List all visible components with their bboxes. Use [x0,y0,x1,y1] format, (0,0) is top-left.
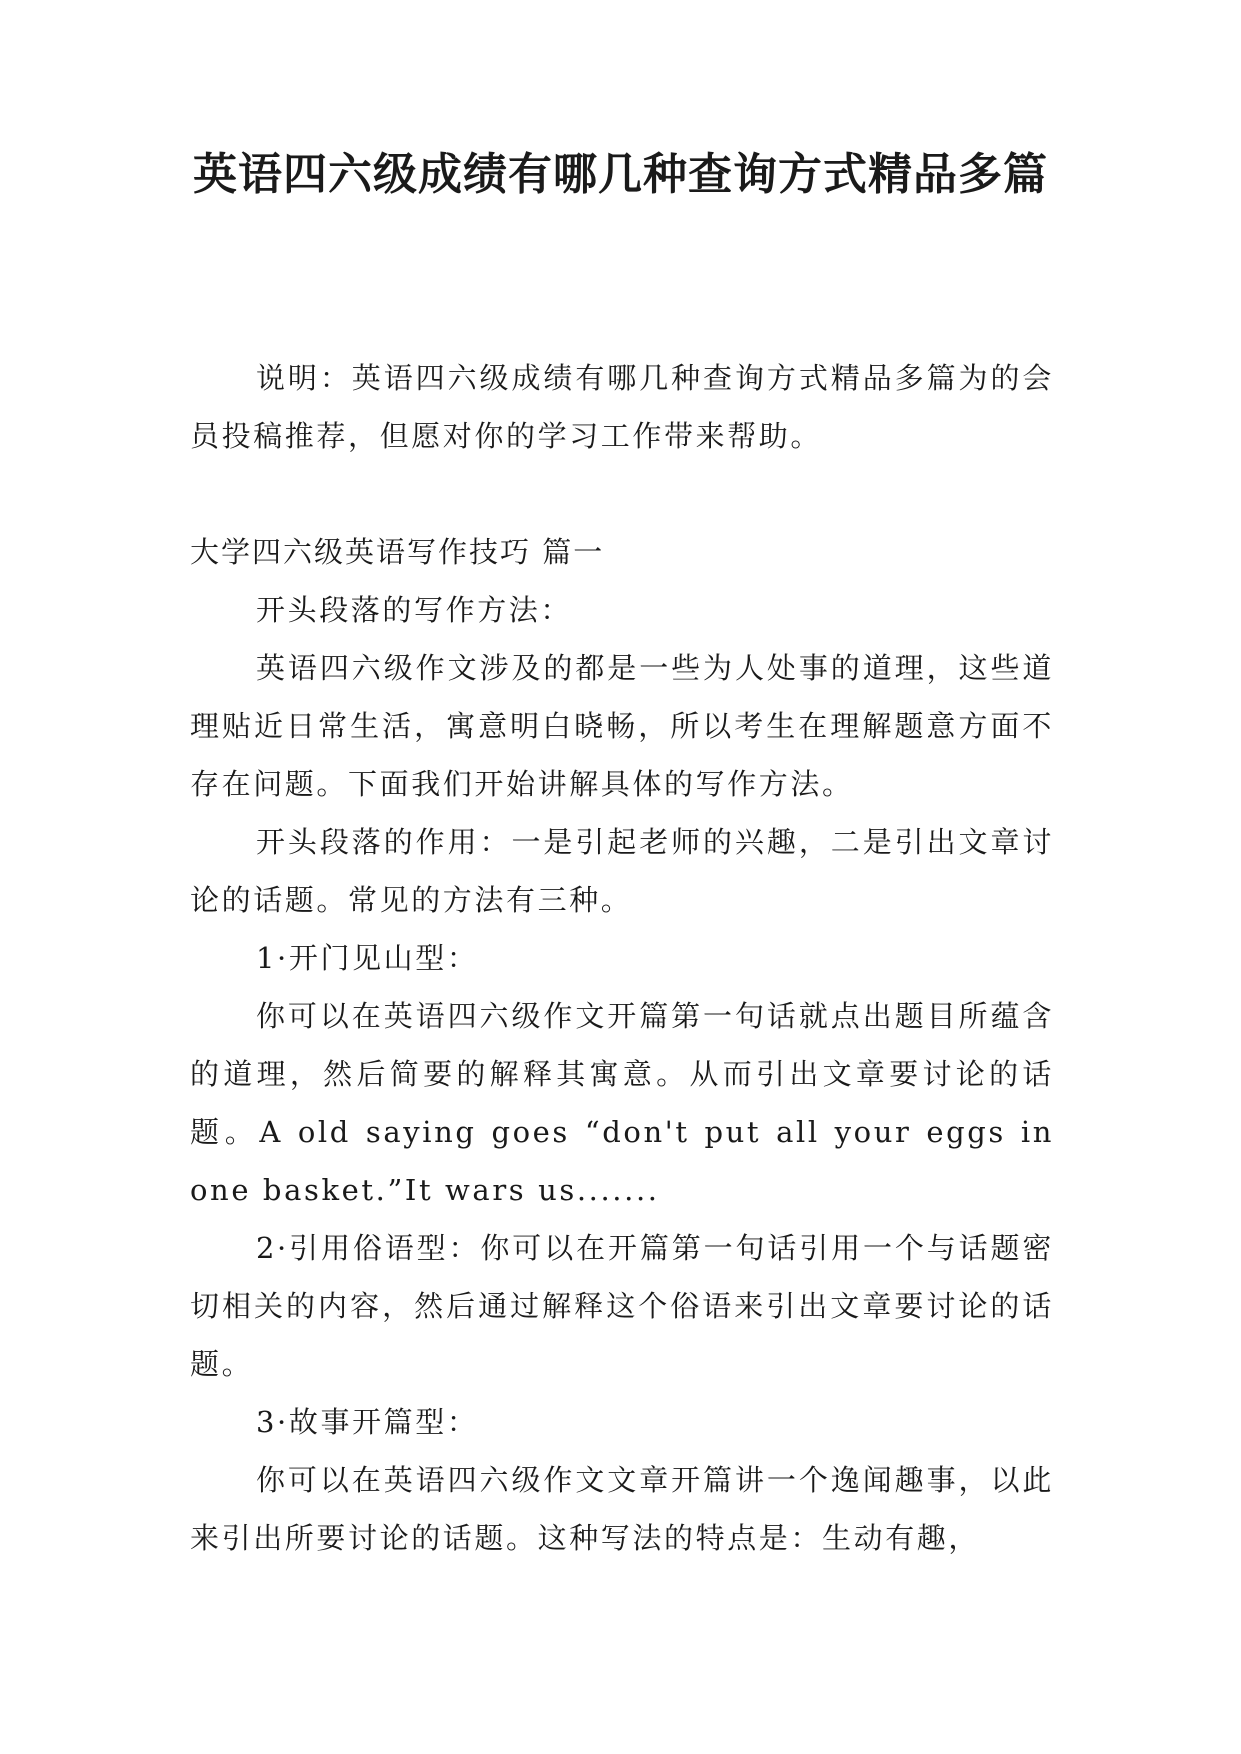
intro-paragraph: 说明：英语四六级成绩有哪几种查询方式精品多篇为的会员投稿推荐，但愿对你的学习工作带来帮助。 [190,361,1054,453]
document-title: 英语四六级成绩有哪几种查询方式精品多篇 [193,149,1048,200]
section-heading: 大学四六级英语写作技巧 篇一 [190,535,605,569]
paragraph-opening-methods: 开头段落的写作方法： [256,593,573,627]
paragraph-opening-role: 开头段落的作用：一是引起老师的兴趣，二是引出文章讨论的话题。常见的方法有三种。 [190,825,1054,917]
paragraph-method-1-heading: 1·开门见山型： [256,941,479,975]
paragraph-method-2: 2·引用俗语型：你可以在开篇第一句话引用一个与话题密切相关的内容，然后通过解释这个俗语来引出文章要讨论的话题。 [190,1231,1054,1381]
paragraph-topic-overview: 英语四六级作文涉及的都是一些为人处事的道理，这些道理贴近日常生活，寓意明白晓畅，所以考生在理解题意方面不存在问题。下面我们开始讲解具体的写作方法。 [190,651,1054,801]
paragraph-method-3-heading: 3·故事开篇型： [256,1405,479,1439]
paragraph-method-1-body: 你可以在英语四六级作文开篇第一句话就点出题目所蕴含的道理，然后简要的解释其寓意。从而引出文章要讨论的话题。A old saying goes “don't put all your eggs in one basket.”It wars us....... [190,999,1054,1207]
paragraph-method-3-body: 你可以在英语四六级作文文章开篇讲一个逸闻趣事，以此来引出所要讨论的话题。这种写法的特点是：生动有趣， [190,1463,1054,1555]
